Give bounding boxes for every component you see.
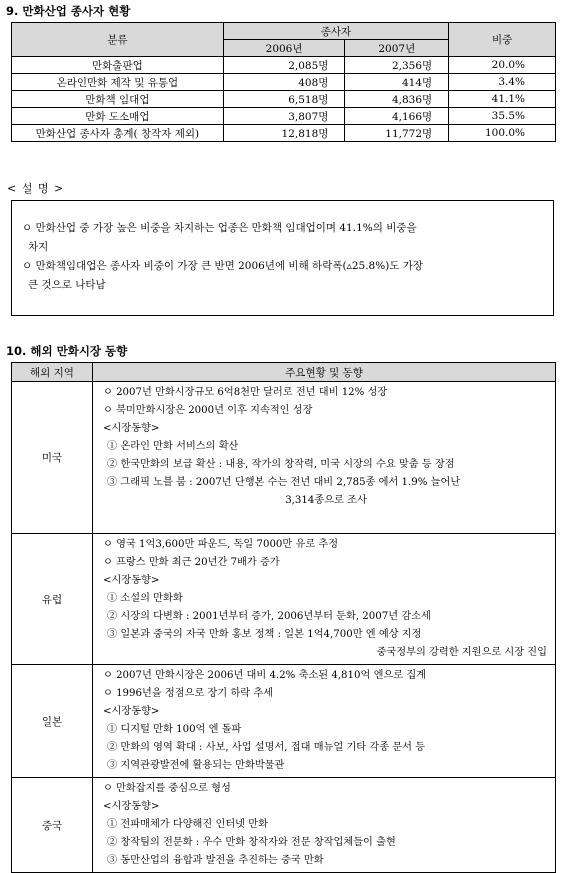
row-2006: 12,818명 — [223, 125, 345, 142]
header-share: 비중 — [449, 23, 556, 57]
detail-line: ① 디지털 만화 100억 엔 돌파 — [107, 724, 242, 735]
explanation-label: < 설 명 > — [7, 182, 65, 195]
row-name: 만화 도소매업 — [12, 108, 224, 125]
detail-line: <시장동향> — [103, 706, 160, 717]
detail-line: ㅇ 프랑스 만화 최근 20년간 7배가 증가 — [103, 557, 280, 568]
region-details — [93, 534, 556, 665]
row-share: 3.4% — [449, 74, 556, 91]
region-row-japan — [12, 665, 556, 778]
detail-line: ② 한국만화의 보급 확산 : 내용, 작가의 창작력, 미국 시장의 수요 맞춤 등 장점 — [107, 459, 455, 470]
detail-line: ㅇ 북미만화시장은 2000년 이후 지속적인 성장 — [103, 405, 313, 416]
detail-line: <시장동향> — [103, 801, 160, 812]
header-status: 주요현황 및 동향 — [93, 363, 556, 382]
detail-line: ③ 동만산업의 융합과 발전을 추진하는 중국 만화 — [107, 855, 324, 866]
overseas-market-table — [11, 362, 556, 873]
row-share: 100.0% — [449, 125, 556, 142]
row-name: 온라인만화 제작 및 유통업 — [12, 74, 224, 91]
table-row — [12, 57, 556, 74]
region-name: 유럽 — [12, 534, 93, 665]
detail-line: ③ 그래픽 노블 붐 : 2007년 단행본 수는 전년 대비 2,785종 에서 1.9% 늘어난 — [107, 477, 461, 488]
region-details — [93, 382, 556, 534]
explanation-line: 차지 — [28, 241, 49, 253]
row-2007: 414명 — [345, 74, 449, 91]
region-details — [93, 665, 556, 778]
table-row — [12, 125, 556, 142]
detail-line: ③ 일본과 중국의 자국 만화 홍보 정책 : 일본 1억4,700만 엔 예상 지정 — [107, 629, 422, 640]
table-row — [12, 108, 556, 125]
row-2007: 11,772명 — [345, 125, 449, 142]
table-row — [12, 74, 556, 91]
detail-line: <시장동향> — [103, 423, 160, 434]
row-2006: 408명 — [223, 74, 345, 91]
detail-line: ② 만화의 영역 확대 : 사보, 사업 설명서, 접대 매뉴얼 기타 각종 문서 등 — [107, 742, 426, 753]
row-2006: 6,518명 — [223, 91, 345, 108]
detail-line: ① 소설의 만화화 — [107, 593, 183, 604]
header-workers: 종사자 — [223, 23, 448, 40]
detail-line: ㅇ 영국 1억3,600만 파운드, 독일 7000만 유로 추정 — [103, 539, 339, 550]
row-share: 41.1% — [449, 91, 556, 108]
detail-line: ① 온라인 만화 서비스의 확산 — [107, 441, 239, 452]
detail-line: 3,314종으로 조사 — [285, 495, 367, 506]
industry-workers-table — [11, 22, 556, 142]
detail-line: ㅇ 2007년 만화시장은 2006년 대비 4.2% 축소된 4,810억 엔으로 집계 — [103, 670, 427, 681]
row-2006: 2,085명 — [223, 57, 345, 74]
row-share: 35.5% — [449, 108, 556, 125]
row-2007: 4,166명 — [345, 108, 449, 125]
explanation-line: 큰 것으로 나타남 — [28, 279, 106, 291]
row-name: 만화책 임대업 — [12, 91, 224, 108]
detail-line: 중국정부의 강력한 지원으로 시장 진입 — [376, 647, 547, 658]
region-details — [93, 778, 556, 873]
row-name: 만화산업 종사자 총계( 창작자 제외) — [12, 125, 224, 142]
header-2007: 2007년 — [345, 40, 449, 57]
section9-title: 9. 만화산업 종사자 현황 — [6, 4, 131, 18]
header-category: 분류 — [12, 23, 224, 57]
row-name: 만화출판업 — [12, 57, 224, 74]
detail-line: ㅇ 1996년을 정점으로 장기 하락 추세 — [103, 688, 274, 699]
detail-line: ③ 지역관광발전에 활용되는 만화박물관 — [107, 760, 285, 771]
region-row-usa — [12, 382, 556, 534]
detail-line: ① 전파매체가 다양해진 인터넷 만화 — [107, 819, 268, 830]
row-share: 20.0% — [449, 57, 556, 74]
region-name: 일본 — [12, 665, 93, 778]
region-row-china — [12, 778, 556, 873]
row-2007: 4,836명 — [345, 91, 449, 108]
table-row — [12, 91, 556, 108]
region-name: 미국 — [12, 382, 93, 534]
explanation-box — [11, 200, 554, 316]
header-2006: 2006년 — [223, 40, 345, 57]
detail-line: <시장동향> — [103, 575, 160, 586]
explanation-line: ㅇ 만화책임대업은 종사자 비중이 가장 큰 반면 2006년에 비해 하락폭(▵25.8%)도 가장 — [22, 260, 424, 272]
explanation-line: ㅇ 만화산업 중 가장 높은 비중을 차지하는 업종은 만화책 임대업이며 41.1%의 비중을 — [22, 222, 417, 234]
detail-line: ㅇ 2007년 만화시장규모 6억8천만 달러로 전년 대비 12% 성장 — [103, 387, 388, 398]
header-region: 해외 지역 — [12, 363, 93, 382]
row-2006: 3,807명 — [223, 108, 345, 125]
detail-line: ② 시장의 다변화 : 2001년부터 증가, 2006년부터 둔화, 2007년 감소세 — [107, 611, 431, 622]
row-2007: 2,356명 — [345, 57, 449, 74]
section10-title: 10. 해외 만화시장 동향 — [6, 344, 128, 358]
region-name: 중국 — [12, 778, 93, 873]
region-row-europe — [12, 534, 556, 665]
detail-line: ② 창작팀의 전문화 : 우수 만화 창작자와 전문 창작업체들이 출현 — [107, 837, 396, 848]
detail-line: ㅇ 만화잡지를 중심으로 형성 — [103, 783, 231, 794]
